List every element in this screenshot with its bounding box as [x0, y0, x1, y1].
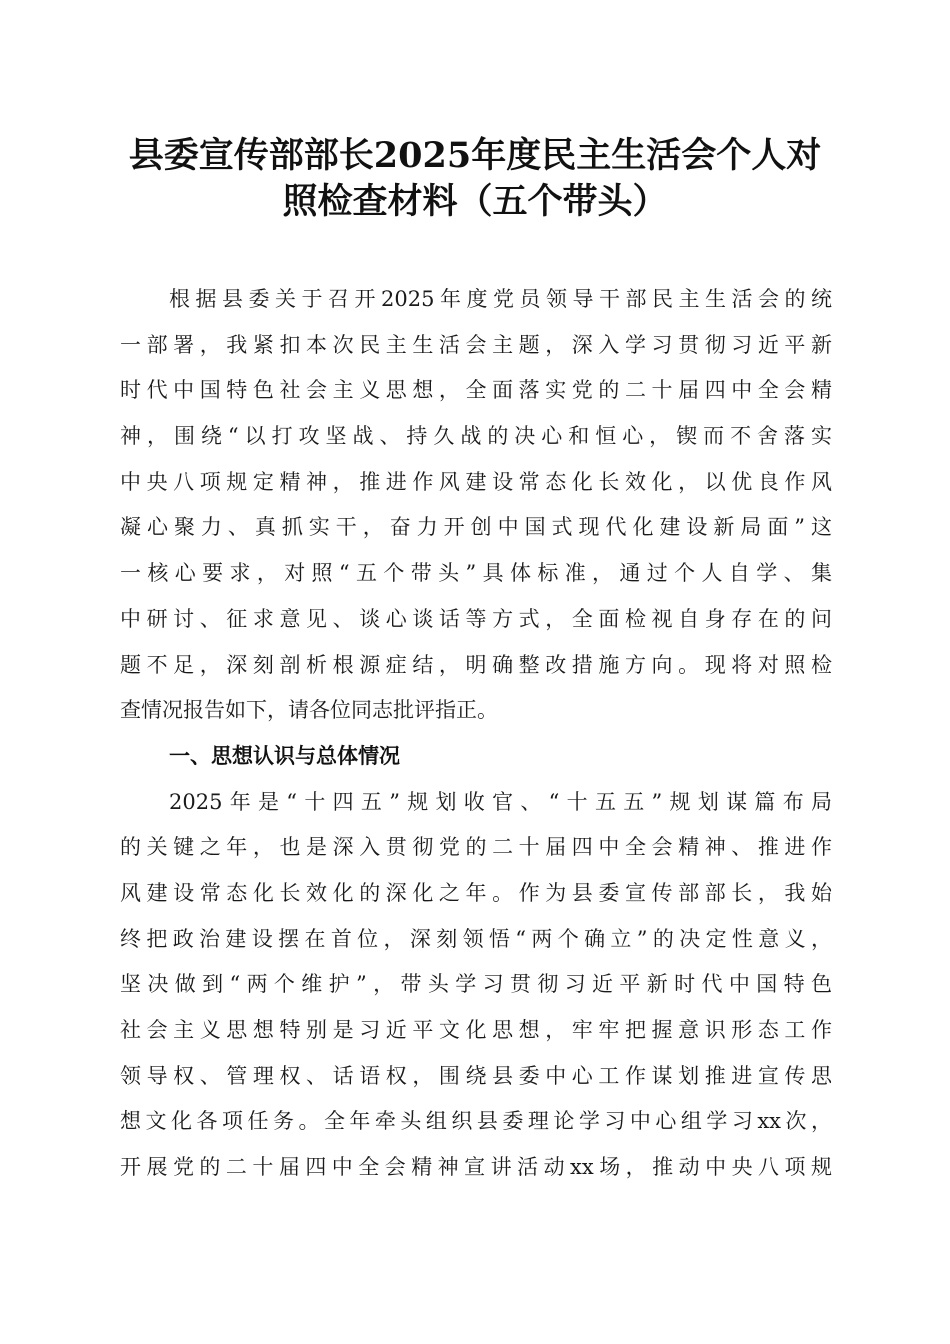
section-line: 领导权、管理权、话语权，围绕县委中心工作谋划推进宣传思 — [120, 1063, 832, 1088]
intro-line: 时代中国特色社会主义思想，全面落实党的二十届四中全会精 — [120, 378, 832, 403]
section-line: 坚决做到“两个维护”，带头学习贯彻习近平新时代中国特色 — [120, 972, 832, 997]
title-line-2: 照检查材料（五个带头） — [282, 181, 668, 222]
intro-line: 一核心要求，对照“五个带头”具体标准，通过个人自学、集 — [120, 561, 832, 586]
section-line: 的关键之年，也是深入贯彻党的二十届四中全会精神、推进作 — [120, 835, 832, 860]
intro-line: 神，围绕“以打攻坚战、持久战的决心和恒心，锲而不舍落实 — [120, 424, 832, 449]
intro-line: 根据县委关于召开2025年度党员领导干部民主生活会的统 — [169, 287, 832, 311]
section-line: 开展党的二十届四中全会精神宣讲活动xx场，推动中央八项规 — [120, 1155, 832, 1180]
intro-line: 中央八项规定精神，推进作风建设常态化长效化，以优良作风 — [120, 469, 832, 494]
intro-line: 一部署，我紧扣本次民主生活会主题，深入学习贯彻习近平新 — [120, 332, 832, 357]
section-heading: 一、思想认识与总体情况 — [169, 743, 400, 768]
section-line: 2025年是“十四五”规划收官、“十五五”规划谋篇布局 — [169, 789, 832, 814]
document-title — [90, 133, 860, 225]
section-line: 终把政治建设摆在首位，深刻领悟“两个确立”的决定性意义， — [120, 926, 832, 951]
document-body — [120, 277, 832, 1191]
intro-line: 中研讨、征求意见、谈心谈话等方式，全面检视自身存在的问 — [120, 606, 832, 631]
section-line: 风建设常态化长效化的深化之年。作为县委宣传部部长，我始 — [120, 880, 832, 905]
section-line: 社会主义思想特别是习近平文化思想，牢牢把握意识形态工作 — [120, 1018, 832, 1042]
intro-line: 凝心聚力、真抓实干，奋力开创中国式现代化建设新局面”这 — [120, 515, 832, 540]
intro-line: 查情况报告如下，请各位同志批评指正。 — [120, 698, 498, 723]
section-line: 想文化各项任务。全年牵头组织县委理论学习中心组学习xx次， — [120, 1109, 832, 1134]
title-line-1: 县委宣传部部长2025年度民主生活会个人对 — [128, 135, 822, 176]
intro-line: 题不足，深刻剖析根源症结，明确整改措施方向。现将对照检 — [120, 652, 832, 677]
